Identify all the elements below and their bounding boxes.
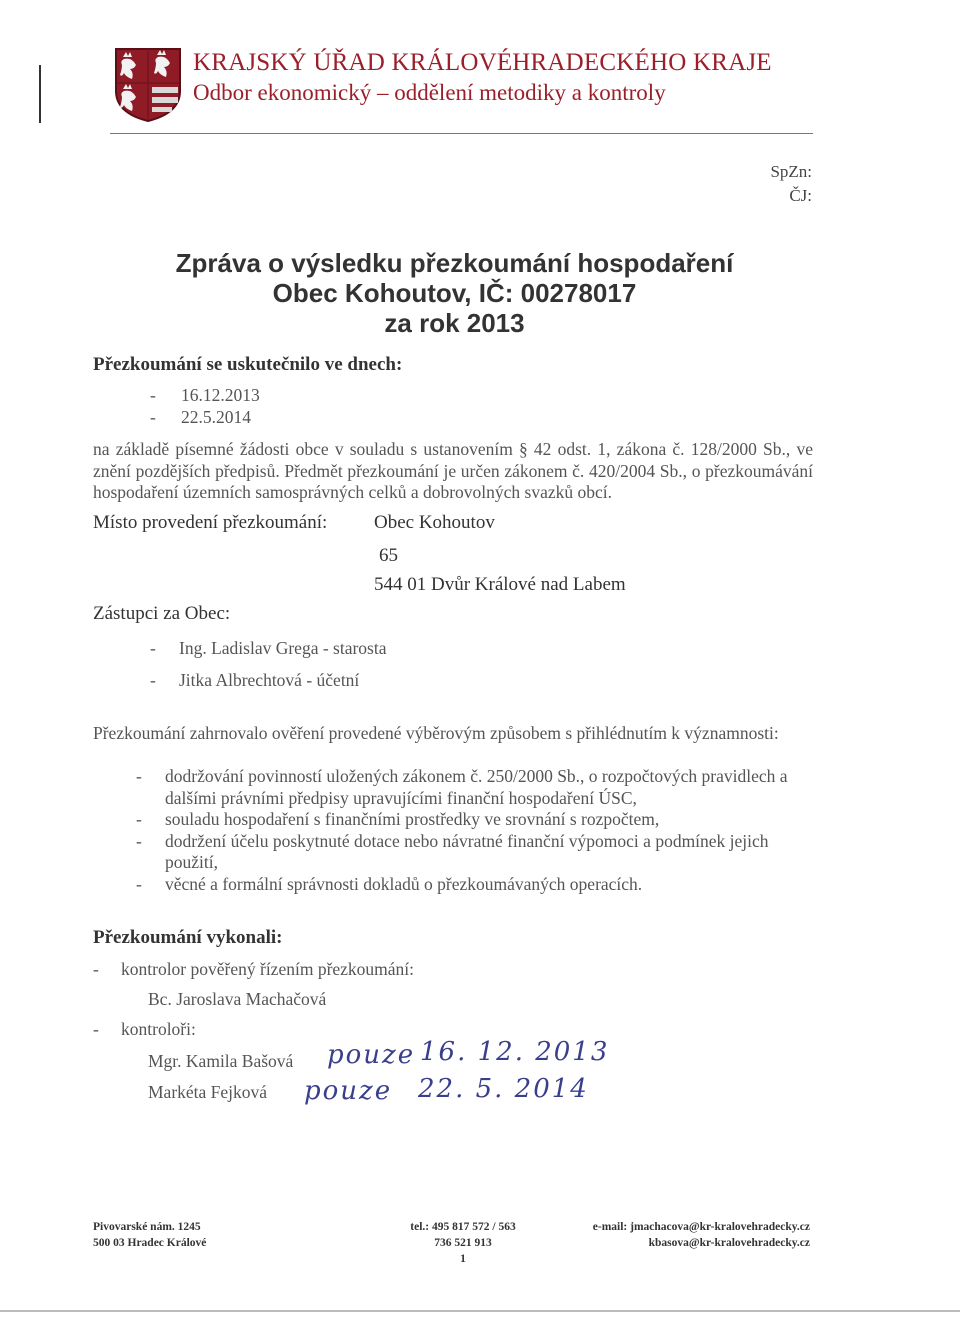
footer-phone-secondary: 736 521 913 xyxy=(434,1237,492,1249)
auditors-label: Přezkoumání vykonali: xyxy=(93,927,283,948)
report-subject: Obec Kohoutov, IČ: 00278017 xyxy=(272,278,637,308)
list-dash: - xyxy=(150,670,156,690)
location-house-number: 65 xyxy=(379,545,398,566)
list-dash: - xyxy=(150,407,156,427)
review-date: 16.12.2013 xyxy=(181,385,260,405)
department-name: Odbor ekonomický – oddělení metodiky a kontroly xyxy=(193,80,666,105)
footer-phone xyxy=(380,1219,546,1267)
report-title: Zpráva o výsledku přezkoumání hospodaření xyxy=(175,248,734,278)
footer-address xyxy=(93,1219,206,1251)
footer-email-primary: e-mail: jmachacova@kr-kralovehradecky.cz xyxy=(592,1221,810,1233)
scope-item: - věcné a formální správnosti dokladů o přezkoumávaných operacích. xyxy=(122,874,822,896)
cj-label: ČJ: xyxy=(789,186,812,205)
location-name: Obec Kohoutov xyxy=(374,512,495,533)
footer-phone-primary: tel.: 495 817 572 / 563 xyxy=(410,1221,516,1233)
footer-email-secondary: kbasova@kr-kralovehradecky.cz xyxy=(648,1237,810,1249)
scope-item: - dodržení účelu poskytnuté dotace nebo návratné finanční výpomoci a podmínek jejich použití, xyxy=(122,831,822,874)
representative-mayor: Ing. Ladislav Grega - starosta xyxy=(179,638,387,658)
legal-basis-paragraph: na základě písemné žádosti obce v souladu s ustanovením § 42 odst. 1, zákona č. 128/2000 Sb., ve znění pozdějších předpisů. Předmět přezkoumání je určen zákonem č. 420/2004 Sb., o přezkoumávání hospodaření územních samosprávných celků a dobrovolných svazků obcí. xyxy=(93,439,813,502)
review-date: 22.5.2014 xyxy=(181,407,251,427)
lead-auditor-name: Bc. Jaroslava Machačová xyxy=(148,989,327,1009)
scope-intro: Přezkoumání zahrnovalo ověření provedené výběrovým způsobem s přihlédnutím k významnosti: xyxy=(93,723,779,743)
bohemian-lion-crest-icon xyxy=(114,47,182,123)
handwritten-signature: pouze xyxy=(327,1040,416,1070)
location-label: Místo provedení přezkoumání: xyxy=(93,512,328,533)
representatives-label: Zástupci za Obec: xyxy=(93,603,231,624)
scan-bottom-edge xyxy=(0,1310,960,1312)
handwritten-signature: pouze xyxy=(304,1076,393,1106)
institution-name: KRAJSKÝ ÚŘAD KRÁLOVÉHRADECKÉHO KRAJE xyxy=(193,49,772,76)
list-dash: - xyxy=(150,638,156,658)
spzn-label: SpZn: xyxy=(770,162,812,181)
list-dash: - xyxy=(150,385,156,405)
auditor-name: Markéta Fejková xyxy=(148,1082,268,1102)
scope-list xyxy=(122,766,822,895)
list-dash: - xyxy=(93,1019,99,1039)
scan-edge-mark xyxy=(39,65,41,123)
list-dash: - xyxy=(93,959,99,979)
page-number: 1 xyxy=(460,1253,466,1265)
review-dates-label: Přezkoumání se uskutečnilo ve dnech: xyxy=(93,354,403,375)
lead-auditor-role: kontrolor pověřený řízením přezkoumání: xyxy=(121,959,415,979)
team-role: kontroloři: xyxy=(121,1019,196,1039)
handwritten-date: 16. 12. 2013 xyxy=(420,1037,610,1067)
auditor-name: Mgr. Kamila Bašová xyxy=(148,1051,294,1071)
report-year: za rok 2013 xyxy=(384,308,525,338)
footer-address-street: Pivovarské nám. 1245 xyxy=(93,1221,201,1233)
scope-item: - dodržování povinností uložených zákonem č. 250/2000 Sb., o rozpočtových pravidlech a dalšími právními předpisy upravujícími finanční hospodaření ÚSC, xyxy=(122,766,822,809)
handwritten-date: 22. 5. 2014 xyxy=(418,1074,589,1104)
location-postal-address: 544 01 Dvůr Králové nad Labem xyxy=(374,574,626,595)
scope-item: - souladu hospodaření s finančními prostředky ve srovnání s rozpočtem, xyxy=(122,809,822,831)
footer-email xyxy=(593,1219,810,1251)
header-divider xyxy=(110,133,813,134)
footer-address-city: 500 03 Hradec Králové xyxy=(93,1237,207,1249)
representative-accountant: Jitka Albrechtová - účetní xyxy=(179,670,360,690)
